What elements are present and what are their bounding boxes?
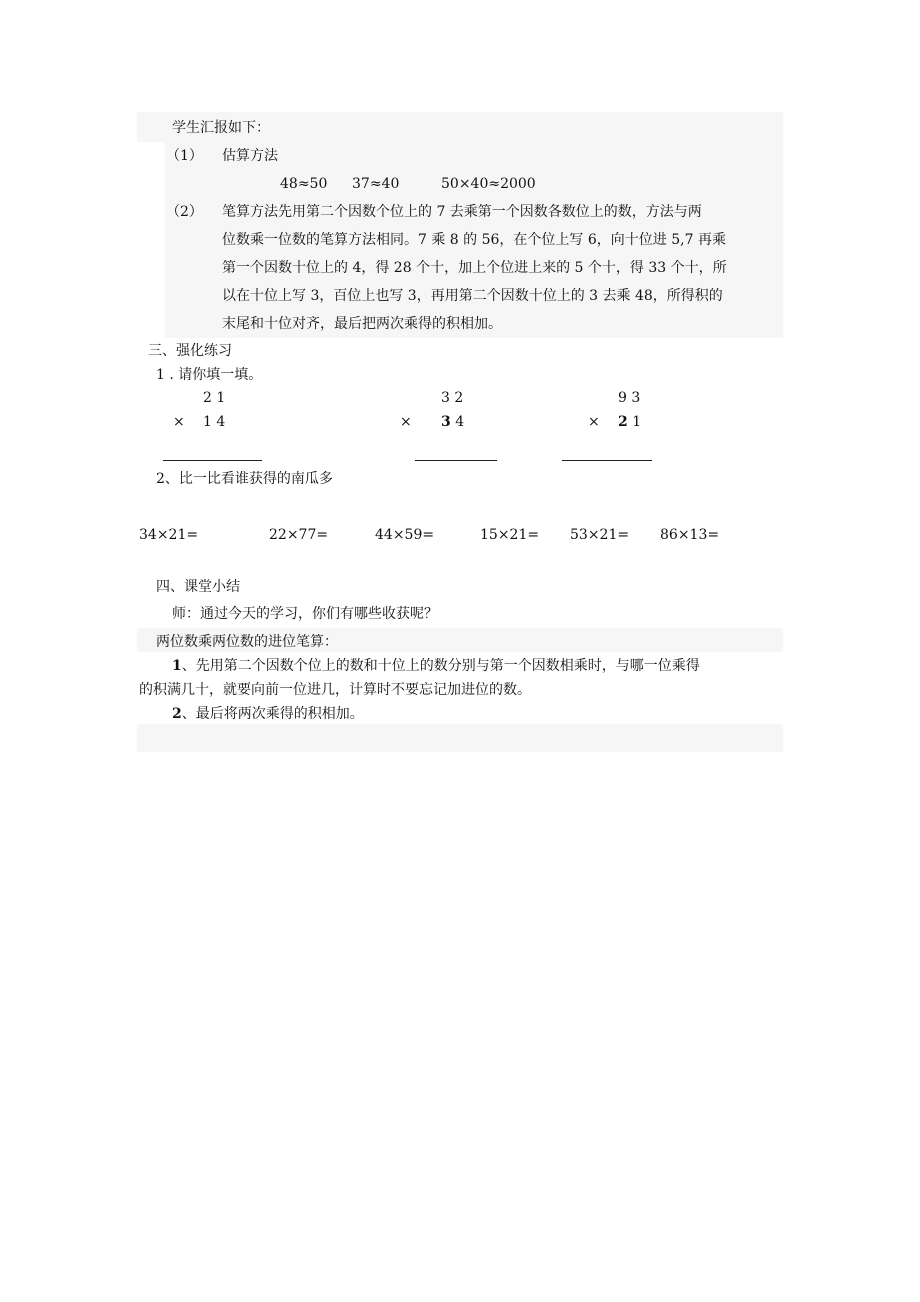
equation-4: 15×21= xyxy=(480,527,540,543)
report-intro: 学生汇报如下： xyxy=(172,120,270,136)
equation-5: 53×21= xyxy=(570,527,630,543)
summary-subtitle: 两位数乘两位数的进位笔算： xyxy=(156,634,338,650)
problem-3-answer-line xyxy=(562,460,652,461)
problem-1-answer-line xyxy=(163,460,262,461)
item1-title: 估算方法 xyxy=(222,148,278,164)
equation-1: 34×21= xyxy=(139,527,199,543)
problem-2-top: 3 2 xyxy=(441,390,464,406)
problem-1-times: × xyxy=(173,414,185,430)
equation-6: 86×13= xyxy=(660,527,720,543)
problem-2-times: × xyxy=(400,414,412,430)
question-1-label: 1 . 请你填一填。 xyxy=(156,367,263,383)
problem-3-times: × xyxy=(588,414,600,430)
item2-line-4: 以在十位上写 3，百位上也写 3，再用第二个因数十位上的 3 去乘 48，所得积的 xyxy=(222,288,723,304)
problem-3-bottom-bold: 2 xyxy=(618,414,628,430)
summary-point-1-number: 1 xyxy=(172,658,182,674)
problem-2-bottom-rest: 4 xyxy=(450,414,465,430)
estimate-2: 37≈40 xyxy=(352,176,400,192)
shaded-block-bottom xyxy=(137,724,783,752)
teacher-question: 师：通过今天的学习，你们有哪些收获呢？ xyxy=(172,606,438,622)
problem-3-top: 9 3 xyxy=(618,390,641,406)
summary-point-1-line-1 xyxy=(172,656,700,676)
summary-heading: 四、课堂小结 xyxy=(156,579,240,595)
item2-number: （2） xyxy=(166,204,203,220)
problem-2-answer-line xyxy=(415,460,497,461)
problem-1-top: 2 1 xyxy=(203,390,226,406)
problem-2-bottom-bold: 3 xyxy=(441,414,451,430)
summary-point-1-text: 、先用第二个因数个位上的数和十位上的数分别与第一个因数相乘时，与哪一位乘得 xyxy=(181,658,700,674)
problem-3-bottom xyxy=(618,412,641,432)
practice-heading: 三、强化练习 xyxy=(148,343,232,359)
estimate-1: 48≈50 xyxy=(280,176,328,192)
problem-2-bottom xyxy=(441,412,464,432)
summary-point-1-line-2: 的积满几十，就要向前一位进几，计算时不要忘记加进位的数。 xyxy=(139,682,531,698)
estimate-3: 50×40≈2000 xyxy=(441,176,536,192)
summary-point-2-number: 2 xyxy=(172,706,182,722)
item2-line-1: 笔算方法先用第二个因数个位上的 7 去乘第一个因数各数位上的数，方法与两 xyxy=(222,204,702,220)
problem-1-bottom: 1 4 xyxy=(203,414,226,430)
problem-3-bottom-rest: 1 xyxy=(627,414,642,430)
item2-line-3: 第一个因数十位上的 4，得 28 个十，加上个位进上来的 5 个十，得 33 个十，所 xyxy=(222,260,727,276)
question-2-label: 2、比一比看谁获得的南瓜多 xyxy=(156,471,333,487)
equation-2: 22×77= xyxy=(269,527,329,543)
item2-line-2: 位数乘一位数的笔算方法相同。7 乘 8 的 56，在个位上写 6，向十位进 5,7 再乘 xyxy=(222,232,726,248)
item2-line-5: 末尾和十位对齐，最后把两次乘得的积相加。 xyxy=(222,316,502,332)
summary-point-2-text: 、最后将两次乘得的积相加。 xyxy=(181,706,364,722)
equation-3: 44×59= xyxy=(375,527,435,543)
item1-number: （1） xyxy=(166,148,203,164)
summary-point-2 xyxy=(172,704,364,724)
